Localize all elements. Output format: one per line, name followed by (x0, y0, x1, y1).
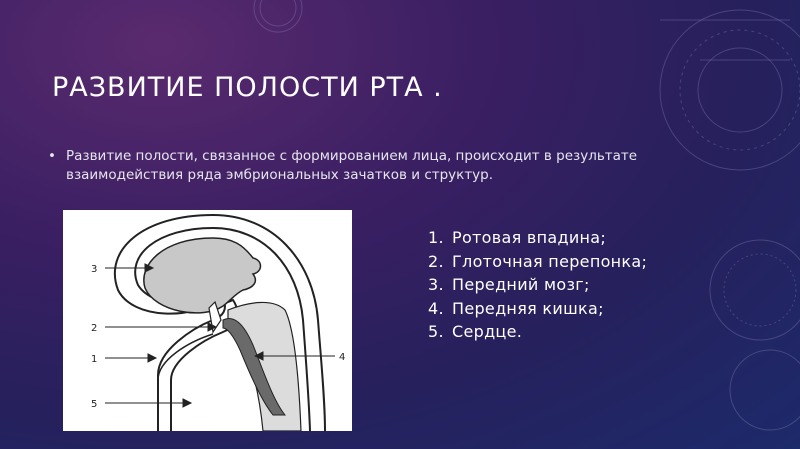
list-item-text: Передний мозг; (452, 275, 590, 294)
list-item-number: 1. (428, 228, 444, 247)
legend-list (428, 226, 678, 344)
heart-contour (158, 334, 213, 431)
slide-title: РАЗВИТИЕ ПОЛОСТИ РТА . (52, 72, 443, 103)
list-item-number: 2. (428, 251, 444, 271)
bullet-text: Развитие полости, связанное с формированием лица, происходит в результате взаимодействия ряда эмбриональных зачатков и структур. (66, 148, 638, 183)
list-item (428, 297, 678, 321)
figure-label-1: 1 (91, 354, 98, 365)
list-item-text: Глоточная перепонка; (452, 251, 648, 271)
list-item-number: 3. (428, 275, 444, 294)
list-item (428, 273, 678, 297)
list-item-number: 5. (428, 322, 444, 341)
embryo-diagram-svg (63, 210, 352, 431)
list-item (428, 226, 678, 250)
embryo-diagram (63, 210, 352, 431)
figure-label-5: 5 (91, 399, 98, 410)
list-item-text: Сердце. (452, 322, 523, 341)
figure-label-2: 2 (91, 323, 98, 334)
pharynx-tissue (228, 302, 301, 431)
bullet-symbol: • (48, 148, 56, 164)
list-item (428, 250, 678, 274)
list-item (428, 320, 678, 344)
intro-bullet (48, 147, 698, 185)
figure-label-4: 4 (339, 352, 346, 363)
list-item-text: Ротовая впадина; (452, 228, 607, 247)
forebrain-shape (144, 238, 261, 313)
figure-label-3: 3 (91, 264, 98, 275)
list-item-number: 4. (428, 298, 444, 318)
list-item-text: Передняя кишка; (452, 298, 604, 318)
